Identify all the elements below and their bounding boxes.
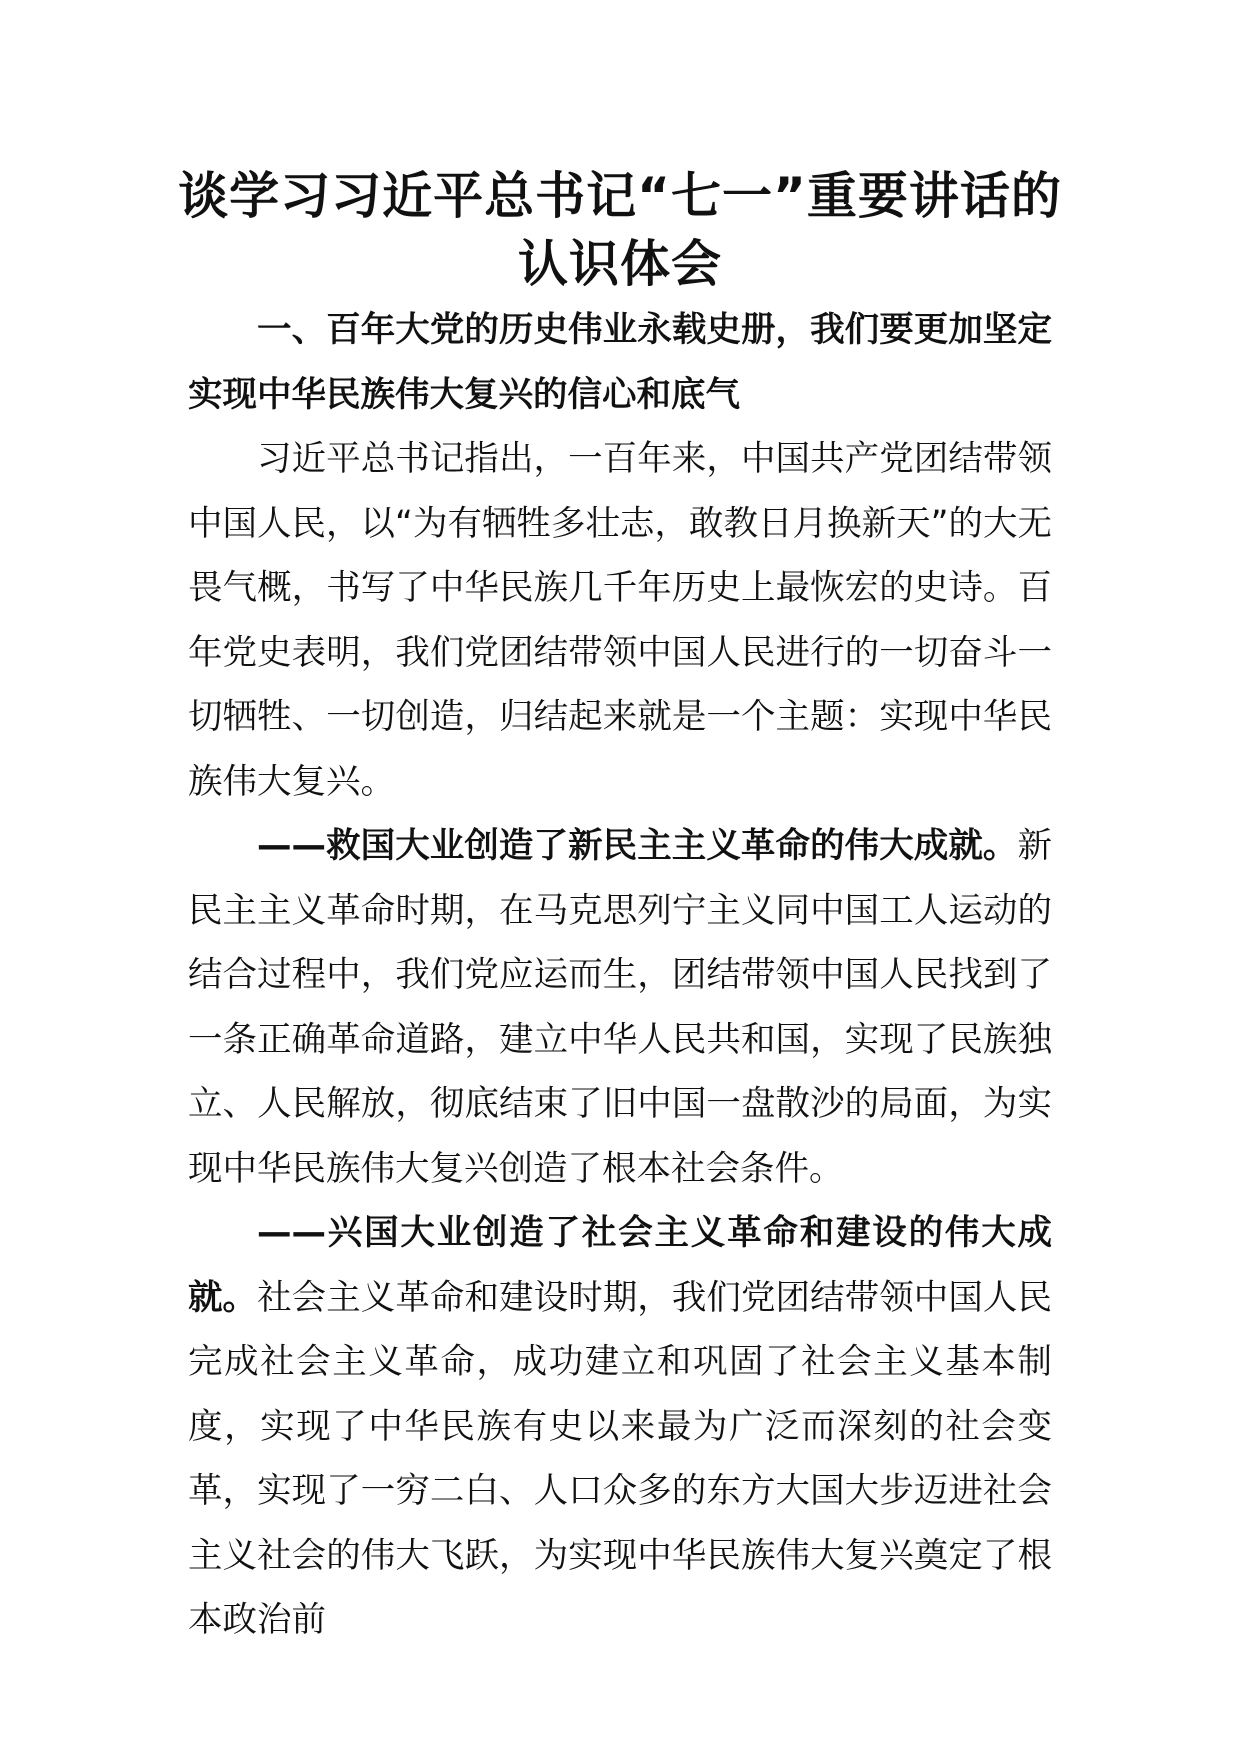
title-line-1: 谈学习习近平总书记“七一”重要讲话的 xyxy=(178,167,1062,225)
section-heading: 一、百年大党的历史伟业永载史册，我们要更加坚定实现中华民族伟大复兴的信心和底气 xyxy=(188,310,1052,415)
document-body xyxy=(188,298,1052,1653)
paragraph-1-body: 新民主主义革命时期，在马克思列宁主义同中国工人运动的结合过程中，我们党应运而生，团结带领中国人民找到了一条正确革命道路，建立中华人民共和国，实现了民族独立、人民解放，彻底结束了旧中国一盘散沙的局面，为实现中华民族伟大复兴创造了根本社会条件。 xyxy=(188,826,1052,1189)
paragraph-1 xyxy=(188,814,1052,1201)
title-line-2: 认识体会 xyxy=(518,235,722,293)
paragraph-intro: 习近平总书记指出，一百年来，中国共产党团结带领中国人民，以“为有牺牲多壮志，敢教日月换新天”的大无畏气概，书写了中华民族几千年历史上最恢宏的史诗。百年党史表明，我们党团结带领中国人民进行的一切奋斗一切牺牲、一切创造，归结起来就是一个主题：实现中华民族伟大复兴。 xyxy=(188,439,1052,802)
paragraph-2-body: 社会主义革命和建设时期，我们党团结带领中国人民完成社会主义革命，成功建立和巩固了社会主义基本制度，实现了中华民族有史以来最为广泛而深刻的社会变革，实现了一穷二白、人口众多的东方大国大步迈进社会主义社会的伟大飞跃，为实现中华民族伟大复兴奠定了根本政治前 xyxy=(188,1277,1052,1640)
paragraph-1-lead: ——救国大业创造了新民主主义革命的伟大成就。 xyxy=(257,826,1018,866)
paragraph-2-lead: ——兴国大业创造了社会主义革命和建设的伟大成就。 xyxy=(188,1213,1052,1318)
paragraph-2 xyxy=(188,1201,1052,1653)
document-title xyxy=(0,162,1240,298)
